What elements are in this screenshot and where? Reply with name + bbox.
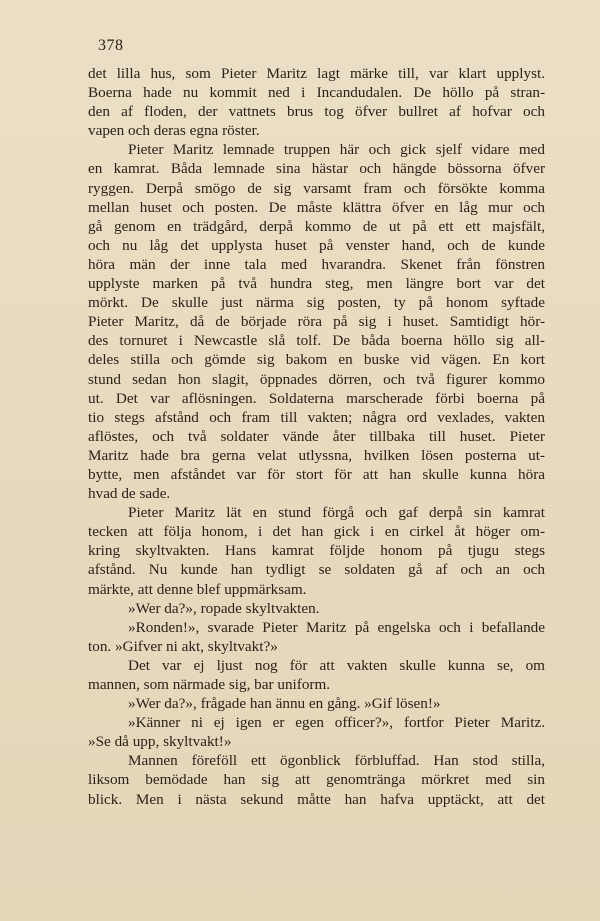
text-line: hvad de sade.: [88, 485, 171, 503]
text-line: aflöstes, och två soldater vände åter tillbaka till huset. Pieter: [88, 427, 545, 445]
text-line: tio stegs afstånd och fram till vakten; några ord vexlades, vakten: [88, 408, 545, 426]
text-line: den af floden, der vattnets brus tog öfver bullret af hofvar och: [88, 103, 545, 121]
text-line: »Se då upp, skyltvakt!»: [88, 733, 232, 751]
text-line: Pieter Maritz lät en stund förgå och gaf derpå sin kamrat: [128, 504, 545, 522]
text-line: Det var ej ljust nog för att vakten skulle kunna se, om: [128, 656, 545, 674]
text-line: det lilla hus, som Pieter Maritz lagt märke till, var klart upplyst.: [88, 65, 545, 82]
text-line: Maritz hade bra gerna velat utlyssna, hvilken lösen posterna ut-: [88, 446, 545, 464]
text-line: »Wer da?», frågade han ännu en gång. »Gif lösen!»: [128, 695, 441, 713]
text-line: och nu låg det upplysta huset på venster hand, och de kunde: [88, 236, 545, 254]
page-number: 378: [98, 37, 124, 54]
text-line: afstånd. Nu kunde han tydligt se soldaten gå af och an och: [88, 561, 545, 579]
text-line: höra män der inne tala med hvarandra. Skenet från fönstren: [88, 255, 545, 273]
text-line: stund sedan hon slagit, öppnades dörren, och två figurer kommo: [88, 370, 545, 388]
text-line: deles stilla och gömde sig bakom en buske vid vägen. En kort: [88, 351, 545, 369]
text-line: Mannen föreföll ett ögonblick förbluffad. Han stod stilla,: [128, 752, 545, 770]
text-line: märkte, att denne blef uppmärksam.: [88, 580, 307, 598]
text-line: ton. »Gifver ni akt, skyltvakt?»: [88, 637, 278, 655]
text-line: Boerna hade nu kommit ned i Incandudalen. De höllo på stran-: [88, 84, 545, 102]
text-line: des tornuret i Newcastle slå tolf. De båda boerna höllo sig all-: [88, 332, 545, 350]
text-line: mellan huset och posten. De måste klättra öfver en låg mur och: [88, 198, 545, 216]
text-line: Pieter Maritz lemnade truppen här och gick sjelf vidare med: [128, 141, 545, 159]
text-line: liksom bemödade han sig att genomtränga mörkret med sin: [88, 771, 545, 789]
text-line: mörkt. De skulle just närma sig posten, ty på honom syftade: [88, 294, 545, 312]
text-line: »Ronden!», svarade Pieter Maritz på engelska och i befallande: [128, 618, 545, 636]
text-line: gå genom en trädgård, derpå kommo de ut på ett ett majsfält,: [88, 217, 545, 235]
text-line: tecken att följa honom, i det han gick i en cirkel åt höger om-: [88, 523, 545, 541]
text-line: ut. Det var aflösningen. Soldaterna marscherade förbi boerna på: [88, 389, 545, 407]
text-line: vapen och deras egna röster.: [88, 122, 260, 140]
text-line: »Känner ni ej igen er egen officer?», fortfor Pieter Maritz.: [128, 714, 545, 732]
body-text: [88, 64, 545, 809]
text-line: upplyste marken på två hundra steg, men längre bort var det: [88, 275, 545, 293]
text-line: Pieter Maritz, då de började röra på sig i huset. Samtidigt hör-: [88, 313, 545, 331]
text-line: en kamrat. Båda lemnade sina hästar och hängde bössorna öfver: [88, 160, 545, 178]
text-line: mannen, som närmade sig, bar uniform.: [88, 676, 331, 693]
text-line: blick. Men i nästa sekund måtte han hafva upptäckt, att det: [88, 790, 545, 808]
text-line: »Wer da?», ropade skyltvakten.: [128, 599, 320, 617]
text-line: ryggen. Derpå smögo de sig varsamt fram och försökte komma: [88, 179, 545, 197]
text-line: bytte, men afståndet var för stort för att han skulle kunna höra: [88, 465, 545, 483]
text-line: kring skyltvakten. Hans kamrat följde honom på tjugu stegs: [88, 542, 545, 560]
